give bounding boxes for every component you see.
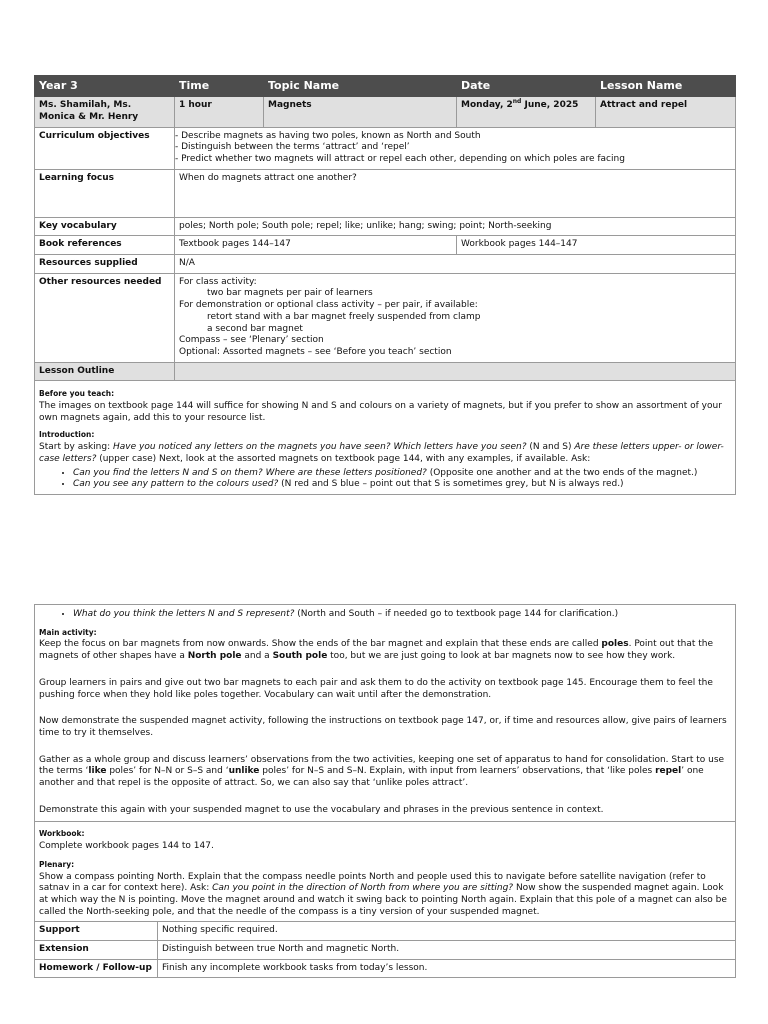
date-prefix: Monday, 2 [461,100,513,111]
workbook-text: Complete workbook pages 144 to 147. [39,841,214,852]
plenary-text [39,872,731,919]
text-run: poles’ for N–N or S–S and ‘ [106,766,229,777]
curriculum-row [35,127,736,169]
vocabulary-row [35,217,736,236]
extension-text: Distinguish between true North and magnetic North. [158,940,736,959]
lesson-body-row [35,381,736,495]
text-run: ’ one another and that repel is the opposite of attract. So, we can also say that ‘unlike poles attract’. [39,766,704,788]
introduction-questions [39,468,731,491]
resource-line: two bar magnets per pair of learners [207,288,373,299]
curriculum-item: - Describe magnets as having two poles, known as North and South [175,130,481,141]
lesson-plan-table-page1 [34,75,736,495]
lesson-body-cell [35,381,736,495]
main-activity-para-3: Now demonstrate the suspended magnet activity, following the instructions on textbook page 147, or, if time and resources allow, give pairs of learners time to try it themselves. [39,716,727,738]
lesson-outline-empty [175,362,736,381]
term-south-pole: South pole [272,651,328,662]
introduction-heading: Introduction: [39,430,95,440]
text-run: and a [241,651,273,662]
text-run: too, but we are just going to look at bar magnets now to see how they work. [327,651,676,662]
intro-question-2: Are these letters upper- or lower-case letters? [39,442,724,464]
topic-cell: Magnets [264,97,457,127]
text-run: Gather as a whole group and discuss learners’ observations from the two activities, keeping one set of apparatus to hand for consolidation. Start to use the terms ‘ [39,754,725,777]
main-body-cell [35,605,736,822]
time-cell: 1 hour [175,97,264,127]
workbook-heading: Workbook: [39,829,85,839]
answer-text: (Opposite one another and at the two ends of the magnet.) [426,467,698,478]
list-item [73,609,731,621]
term-unlike: unlike [228,766,260,777]
resource-line: For class activity: [179,276,257,287]
main-activity-para-4 [39,755,731,790]
date-suffix-sup: nd [512,98,522,106]
main-activity-para-5: Demonstrate this again with your suspended magnet to use the vocabulary and phrases in the previous sentence in context. [39,804,604,815]
main-body-row [35,605,736,822]
text-run: Keep the focus on bar magnets from now onwards. Show the ends of the bar magnet and explain that these ends are called [39,639,602,650]
vocabulary-text: poles; North pole; South pole; repel; like; unlike; hang; swing; point; North-seeking [175,217,736,236]
resource-line: a second bar magnet [207,323,303,334]
before-you-teach-heading: Before you teach: [39,389,115,399]
info-row [35,97,736,127]
intro-text-c: (N and S) [526,442,575,453]
header-row [35,76,736,97]
curriculum-item: - Distinguish between the terms ‘attract’ and ‘repel’ [175,142,410,153]
text-run: poles’ for N–S and S–N. Explain, with input from learners’ observations, that ‘like poles [259,766,656,777]
before-you-teach-text: The images on textbook page 144 will suffice for showing N and S and colours on a variety of magnets, but if you prefer to show an assortment of your own magnets again, add this to your resource list. [39,401,722,423]
workbook-plenary-cell [35,822,736,922]
lesson-name-cell: Attract and repel [596,97,736,127]
other-resources-cell [175,273,736,362]
intro-question-1: Have you noticed any letters on the magnets you have seen? Which letters have you seen? [112,442,527,453]
other-resources-row [35,273,736,362]
support-label: Support [35,922,158,941]
workbook-pages: Workbook pages 144–147 [457,236,736,255]
textbook-pages: Textbook pages 144–147 [175,236,457,255]
curriculum-cell [175,127,736,169]
introduction-text [39,442,731,465]
lesson-outline-label: Lesson Outline [35,362,175,381]
teachers-cell: Ms. Shamilah, Ms. Monica & Mr. Henry [35,97,175,127]
header-topic: Topic Name [264,76,457,97]
intro-text-e: (upper case) Next, look at the assorted magnets on textbook page 144, with any examples, if available. Ask: [96,453,591,464]
text-run: Show a compass pointing North. Explain that the compass needle points North and people used this to navigate before satellite navigation (refer to satnav in a car for context here). Ask: [39,871,706,894]
text-run: Now show the suspended magnet again. Look at which way the N is pointing. Move the magnet around and watch it swing back to pointing North again. Explain that this pole of a magnet can also be called the North-seeking pole, and that the needle of the compass is a tiny version of your suspended magnet. [39,883,727,917]
header-date: Date [457,76,596,97]
header-year: Year 3 [35,76,175,97]
answer-text: (North and South – if needed go to textbook page 144 for clarification.) [294,609,619,619]
question-text: What do you think the letters N and S represent? [73,609,295,619]
list-item [73,468,731,480]
lesson-plan-table-page2 [34,604,736,978]
resource-line: Optional: Assorted magnets – see ‘Before you teach’ section [179,346,452,357]
resource-line: For demonstration or optional class activity – per pair, if available: [179,300,478,311]
main-activity-heading: Main activity: [39,627,97,637]
resources-supplied-text: N/A [175,255,736,274]
question-text: Can you see any pattern to the colours used? [73,479,279,490]
answer-text: (N red and S blue – point out that S is sometimes grey, but N is always red.) [278,479,624,490]
lesson-outline-row [35,362,736,381]
resources-supplied-row [35,255,736,274]
resources-supplied-label: Resources supplied [35,255,175,274]
support-text: Nothing specific required. [158,922,736,941]
header-time: Time [175,76,264,97]
plenary-question: Can you point in the direction of North from where you are sitting? [212,883,514,894]
term-repel: repel [655,766,682,777]
homework-label: Homework / Follow-up [35,959,158,978]
text-run: . Point out that the magnets of other shapes have a [39,639,714,662]
homework-text: Finish any incomplete workbook tasks from today’s lesson. [158,959,736,978]
book-references-label: Book references [35,236,175,255]
homework-row [35,959,736,978]
intro-text-a: Start by asking: [39,442,113,453]
learning-focus-row [35,169,736,217]
plenary-heading: Plenary: [39,859,75,869]
main-activity-para-2: Group learners in pairs and give out two bar magnets to each pair and ask them to do the activity on textbook page 145. Encourage them to feel the pushing force when they hold like poles together. Vocabulary can wait until after the demonstration. [39,677,713,700]
book-references-row [35,236,736,255]
vocabulary-label: Key vocabulary [35,217,175,236]
learning-focus-text: When do magnets attract one another? [175,169,736,217]
date-cell [457,97,596,127]
date-suffix: June, 2025 [521,100,579,111]
continued-questions [39,609,731,621]
resource-line: retort stand with a bar magnet freely suspended from clamp [207,311,481,322]
workbook-plenary-row [35,822,736,922]
header-lesson: Lesson Name [596,76,736,97]
term-poles: poles [601,639,629,650]
extension-row [35,940,736,959]
curriculum-label: Curriculum objectives [35,127,175,169]
curriculum-item: - Predict whether two magnets will attract or repel each other, depending on which poles are facing [175,154,625,165]
support-row [35,922,736,941]
list-item [73,479,731,491]
term-like: like [88,766,107,777]
main-activity-para-1 [39,639,731,662]
extension-label: Extension [35,940,158,959]
other-resources-label: Other resources needed [35,273,175,362]
learning-focus-label: Learning focus [35,169,175,217]
term-north-pole: North pole [187,651,242,662]
question-text: Can you find the letters N and S on them? Where are these letters positioned? [73,467,427,478]
resource-line: Compass – see ‘Plenary’ section [179,335,324,346]
